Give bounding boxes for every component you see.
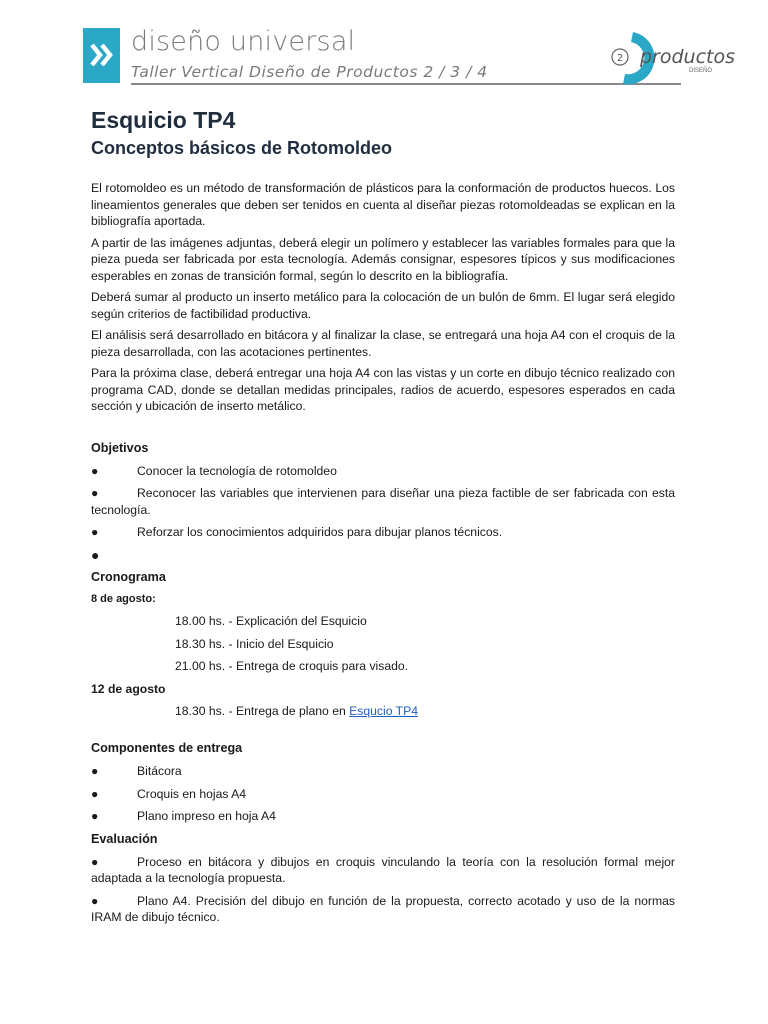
list-item <box>91 547 675 564</box>
brand-title: diseño universal <box>131 26 356 57</box>
paragraph-analysis: El análisis será desarrollado en bitácora y al finalizar la clase, se entregará una hoja A4 con el croquis de la pieza desarrollada, con las acotaciones pertinentes. <box>91 328 675 359</box>
productos-logo <box>603 26 736 88</box>
bullet-icon: ● <box>91 463 99 478</box>
page-title: Esquicio TP4 <box>91 107 236 133</box>
list-item <box>91 463 675 480</box>
list-item <box>91 763 675 780</box>
schedule-item: 18.30 hs. - Inicio del Esquicio <box>175 636 334 651</box>
list-item <box>91 808 675 825</box>
bullet-icon: ● <box>91 546 100 563</box>
list-item-text: Proceso en bitácora y dibujos en croquis vinculando la teoría con la resolución formal mejor adaptada a la tecnología propuesta. <box>91 854 675 885</box>
logo-number: 2 <box>616 53 624 64</box>
list-item-text: Croquis en hojas A4 <box>137 786 247 801</box>
list-item-text: Reforzar los conocimientos adquiridos para dibujar planos técnicos. <box>137 525 503 539</box>
list-item-text: Conocer la tecnología de rotomoldeo <box>137 463 337 478</box>
esquicio-link[interactable]: Esqucio TP4 <box>349 703 419 718</box>
page-subtitle: Conceptos básicos de Rotomoldeo <box>91 138 393 158</box>
schedule-item <box>175 703 675 720</box>
paragraph-intro: El rotomoldeo es un método de transformación de plásticos para la conformación de productos huecos. Los lineamientos generales que deben ser tenidos en cuenta al diseñar piezas rotomoldeadas se explican en la bibliografía aportada. <box>91 181 675 228</box>
schedule-date: 12 de agosto <box>91 681 166 696</box>
bullet-icon: ● <box>91 764 99 778</box>
bullet-icon: ● <box>91 809 99 823</box>
schedule-item: 21.00 hs. - Entrega de croquis para visado. <box>175 659 409 673</box>
bullet-icon: ● <box>91 854 99 869</box>
paragraph-next-class: Para la próxima clase, deberá entregar una hoja A4 con las vistas y un corte en dibujo técnico realizado con programa CAD, donde se detallan medidas principales, radios de acuerdo, espesores esperados en cada sección y ubicación de inserto metálico. <box>91 366 675 413</box>
list-item <box>91 524 675 541</box>
componentes-heading: Componentes de entrega <box>91 741 243 755</box>
list-item <box>91 893 675 926</box>
document-header <box>83 26 736 92</box>
list-item <box>91 786 675 803</box>
bullet-icon: ● <box>91 893 99 908</box>
schedule-item-text: 18.30 hs. - Entrega de plano en <box>175 703 350 718</box>
list-item-text: Reconocer las variables que intervienen para diseñar una pieza factible de ser fabricada con esta tecnología. <box>91 486 675 517</box>
list-item-text: Plano impreso en hoja A4 <box>137 809 276 823</box>
evaluacion-heading: Evaluación <box>91 831 158 846</box>
bullet-icon: ● <box>91 786 99 801</box>
objetivos-heading: Objetivos <box>91 440 149 455</box>
schedule-item: 18.00 hs. - Explicación del Esquicio <box>175 614 367 628</box>
header-divider <box>131 83 681 85</box>
double-chevron-logo-icon <box>83 28 120 83</box>
document-body <box>91 105 675 932</box>
brand-subtitle: Taller Vertical Diseño de Productos 2 / 3 / 4 <box>131 63 488 81</box>
logo-small-text: DISEÑO <box>689 68 713 74</box>
list-item-text: Bitácora <box>137 764 182 778</box>
cronograma-heading: Cronograma <box>91 570 166 584</box>
bullet-icon: ● <box>91 486 99 500</box>
bullet-icon: ● <box>91 525 99 539</box>
paragraph-instructions: A partir de las imágenes adjuntas, deberá elegir un polímero y establecer las variables formales para que la pieza pueda ser fabricada por esta tecnología. Además consignar, espesores típicos y sus modificaciones esperables en zonas de transición formal, según lo descrito en la bibliografía. <box>91 235 675 283</box>
list-item <box>91 854 675 887</box>
paragraph-insert: Deberá sumar al producto un inserto metálico para la colocación de un bulón de 6mm. El lugar será elegido según criterios de factibilidad productiva. <box>91 290 675 321</box>
list-item-text: Plano A4. Precisión del dibujo en función de la propuesta, correcto acotado y uso de la normas IRAM de dibujo técnico. <box>91 893 675 924</box>
list-item <box>91 485 675 518</box>
logo-word: productos <box>640 46 736 68</box>
schedule-date: 8 de agosto: <box>91 593 156 605</box>
